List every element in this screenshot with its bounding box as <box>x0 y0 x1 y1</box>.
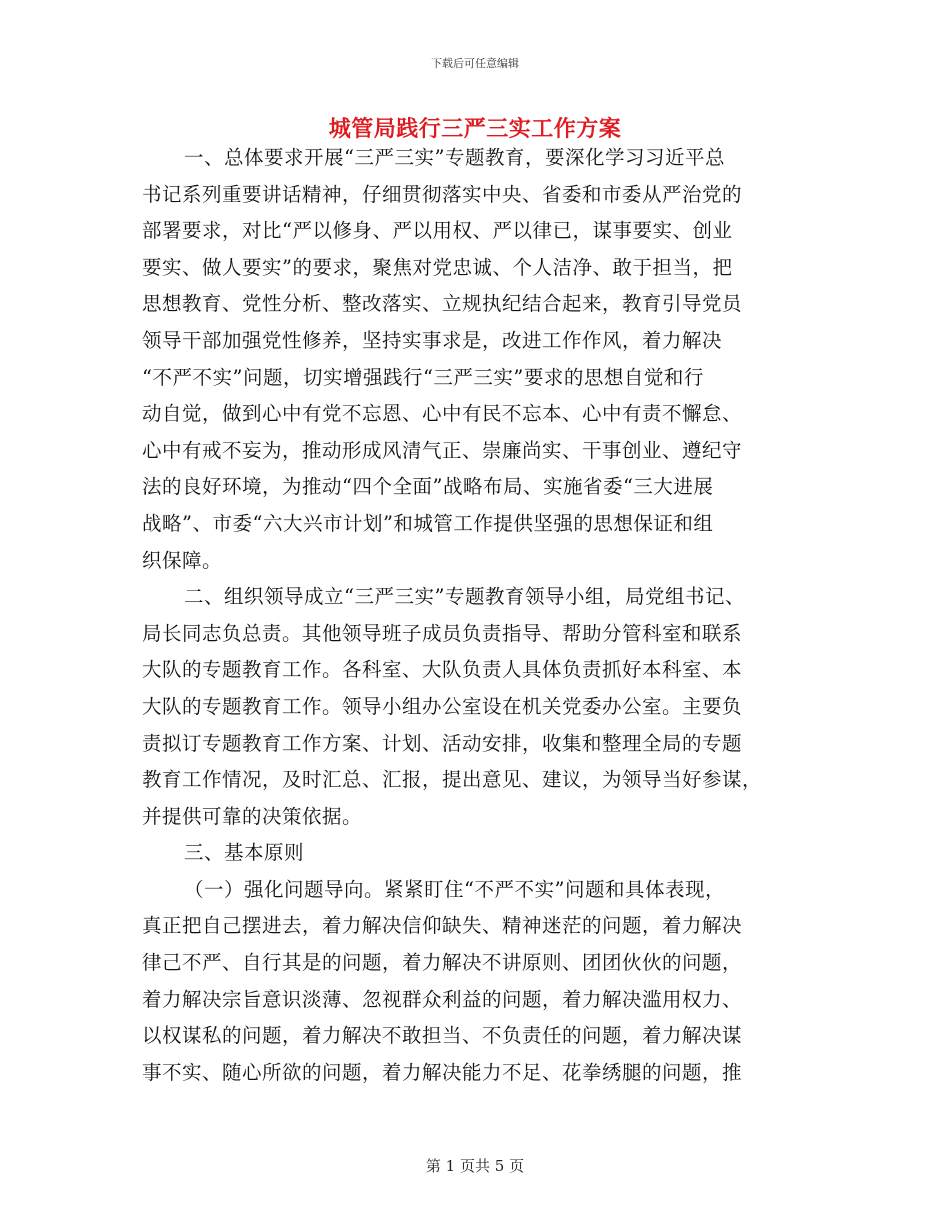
text-line: 法的良好环境，为推动“四个全面”战略布局、实施省委“三大进展 <box>142 475 714 499</box>
text-line: 思想教育、党性分析、整改落实、立规执纪结合起来，教育引导党员 <box>142 292 743 316</box>
text-line: 事不实、随心所欲的问题，着力解决能力不足、花拳绣腿的问题，推 <box>142 1060 743 1084</box>
page-footer: 第 1 页共 5 页 <box>425 1157 525 1175</box>
text-line: 二、组织领导成立“三严三实”专题教育领导小组，局党组书记、 <box>184 585 745 609</box>
text-line: 要实、做人要实”的要求，聚焦对党忠诚、个人洁净、敢于担当，把 <box>142 255 733 279</box>
text-line: 战略”、市委“六大兴市计划”和城管工作提供坚强的思想保证和组 <box>142 511 714 535</box>
text-line: 动自觉，做到心中有党不忘恩、心中有民不忘本、心中有责不懈怠、 <box>142 402 743 426</box>
text-line: 部署要求，对比“严以修身、严以用权、严以律已，谋事要实、创业 <box>142 219 733 243</box>
text-line: 大队的专题教育工作。各科室、大队负责人具体负责抓好本科室、本 <box>142 658 743 682</box>
text-line: 大队的专题教育工作。领导小组办公室设在机关党委办公室。主要负 <box>142 694 743 718</box>
text-line: 着力解决宗旨意识淡薄、忽视群众利益的问题，着力解决滥用权力、 <box>142 987 743 1011</box>
text-line: 心中有戒不妄为，推动形成风清气正、崇廉尚实、干事创业、遵纪守 <box>142 438 743 462</box>
text-line: 教育工作情况，及时汇总、汇报，提出意见、建议，为领导当好参谋， <box>142 768 763 792</box>
text-line: 一、总体要求开展“三严三实”专题教育，要深化学习习近平总 <box>184 146 725 169</box>
text-line: 领导干部加强党性修养，坚持实事求是，改进工作作风，着力解决 <box>142 328 723 352</box>
text-line: 真正把自己摆进去，着力解决信仰缺失、精神迷茫的问题，着力解决 <box>142 914 743 938</box>
text-line: 织保障。 <box>142 548 223 572</box>
text-line: 律己不严、自行其是的问题，着力解决不讲原则、团团伙伙的问题， <box>142 951 743 975</box>
text-line: （一）强化问题导向。紧紧盯住“不严不实”问题和具体表现， <box>184 877 725 901</box>
text-line: 并提供可靠的决策依据。 <box>142 804 363 828</box>
text-line: “不严不实”问题，切实增强践行“三严三实”要求的思想自觉和行 <box>142 365 704 389</box>
text-line: 三、基本原则 <box>184 841 305 865</box>
text-line: 责拟订专题教育工作方案、计划、活动安排，收集和整理全局的专题 <box>142 731 743 755</box>
text-line: 以权谋私的问题，着力解决不敢担当、不负责任的问题，着力解决谋 <box>142 1024 743 1048</box>
text-line: 书记系列重要讲话精神，仔细贯彻落实中央、省委和市委从严治党的 <box>142 182 743 206</box>
text-line: 局长同志负总责。其他领导班子成员负责指导、帮助分管科室和联系 <box>142 621 743 645</box>
header-note: 下载后可任意编辑 <box>431 57 519 70</box>
document-body <box>142 140 806 1091</box>
document-title: 城管局践行三严三实工作方案 <box>328 116 622 142</box>
